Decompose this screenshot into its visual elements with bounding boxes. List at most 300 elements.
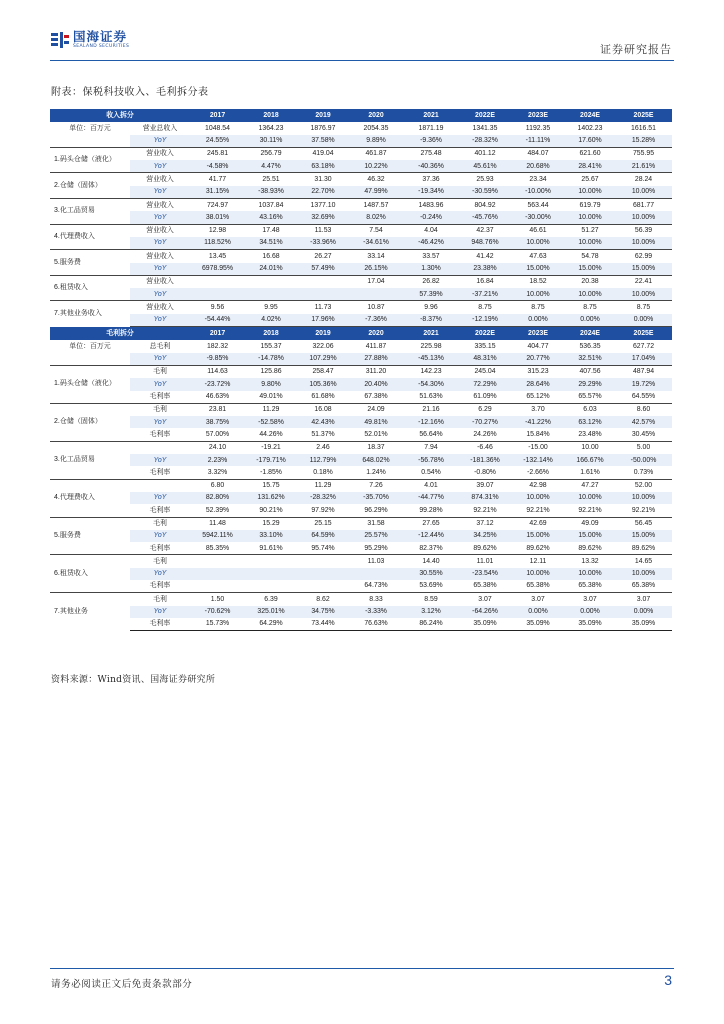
- value-cell: 31.58: [349, 517, 403, 530]
- value-cell: [297, 568, 349, 580]
- table-row: [50, 288, 672, 301]
- value-cell: 15.00%: [615, 530, 672, 542]
- value-cell: 56.45: [615, 517, 672, 530]
- table-row: [50, 580, 672, 593]
- value-cell: 105.36%: [297, 378, 349, 390]
- value-cell: [245, 275, 297, 288]
- logo-en: SEALAND SECURITIES: [73, 44, 130, 49]
- year-header: 2025E: [615, 327, 672, 340]
- value-cell: 3.07: [565, 593, 615, 606]
- segment-name: 3.化工品贸易: [50, 441, 130, 479]
- value-cell: 35.09%: [615, 618, 672, 631]
- value-cell: 1483.96: [403, 199, 459, 212]
- value-cell: 25.15: [297, 517, 349, 530]
- value-cell: 20.40%: [349, 378, 403, 390]
- value-cell: 89.62%: [565, 542, 615, 555]
- metric-label: YoY: [130, 237, 190, 250]
- value-cell: 22.41: [615, 275, 672, 288]
- value-cell: 8.75: [615, 301, 672, 314]
- value-cell: 24.10: [190, 441, 245, 454]
- metric-label: 营业收入: [130, 301, 190, 314]
- total-value: 536.35: [579, 342, 601, 350]
- value-cell: 41.42: [459, 250, 511, 263]
- value-cell: 64.55%: [615, 391, 672, 404]
- value-cell: 16.84: [459, 275, 511, 288]
- value-cell: 24.26%: [459, 428, 511, 441]
- value-cell: 51.27: [565, 224, 615, 237]
- value-cell: -46.42%: [403, 237, 459, 250]
- company-logo: [50, 30, 129, 50]
- value-cell: [297, 275, 349, 288]
- value-cell: 65.12%: [511, 391, 565, 404]
- value-cell: -54.30%: [403, 378, 459, 390]
- value-cell: 57.00%: [190, 428, 245, 441]
- value-cell: 33.10%: [245, 530, 297, 542]
- year-header: 2024E: [565, 109, 615, 122]
- total-value: 1341.35: [472, 124, 498, 132]
- value-cell: 401.12: [459, 147, 511, 160]
- total-yoy-value: 20.77%: [511, 353, 565, 366]
- value-cell: 25.67: [565, 173, 615, 186]
- value-cell: -44.77%: [403, 492, 459, 504]
- value-cell: 10.00%: [565, 237, 615, 250]
- value-cell: 28.41%: [565, 160, 615, 173]
- section-label: 毛利拆分: [50, 327, 190, 340]
- value-cell: 24.01%: [245, 263, 297, 276]
- value-cell: -12.44%: [403, 530, 459, 542]
- segment-name: 5.服务费: [50, 250, 130, 276]
- table-row: [50, 517, 672, 530]
- source-note: 资料来源：Wind资讯、国海证券研究所: [51, 675, 216, 685]
- value-cell: 35.09%: [511, 618, 565, 631]
- table-row: [50, 492, 672, 504]
- segment-name: 5.服务费: [50, 517, 130, 555]
- segment-name: 1.码头仓储（液化）: [50, 147, 130, 173]
- value-cell: 755.95: [615, 147, 672, 160]
- value-cell: 26.27: [297, 250, 349, 263]
- unit-label: 单位：百万元: [69, 342, 111, 350]
- value-cell: -56.78%: [403, 454, 459, 466]
- value-cell: 90.21%: [245, 504, 297, 517]
- value-cell: 73.44%: [297, 618, 349, 631]
- value-cell: 1.50: [190, 593, 245, 606]
- table-row: [50, 454, 672, 466]
- value-cell: -33.96%: [297, 237, 349, 250]
- value-cell: 61.09%: [459, 391, 511, 404]
- total-value: 225.98: [420, 342, 442, 350]
- value-cell: -41.22%: [511, 416, 565, 428]
- value-cell: 13.32: [565, 555, 615, 568]
- table-row: [50, 237, 672, 250]
- value-cell: -7.36%: [349, 314, 403, 327]
- value-cell: 92.21%: [565, 504, 615, 517]
- value-cell: 3.32%: [190, 466, 245, 479]
- value-cell: 10.00%: [615, 568, 672, 580]
- value-cell: 56.39: [615, 224, 672, 237]
- value-cell: 17.96%: [297, 314, 349, 327]
- value-cell: 10.87: [349, 301, 403, 314]
- year-header: 2022E: [459, 109, 511, 122]
- value-cell: [245, 288, 297, 301]
- metric-label: 毛利: [130, 517, 190, 530]
- value-cell: 8.02%: [349, 211, 403, 224]
- value-cell: 82.80%: [190, 492, 245, 504]
- metric-label: [130, 441, 190, 454]
- value-cell: 42.57%: [615, 416, 672, 428]
- metric-label: YoY: [130, 378, 190, 390]
- value-cell: 26.82: [403, 275, 459, 288]
- year-header: 2024E: [565, 327, 615, 340]
- value-cell: 89.62%: [615, 542, 672, 555]
- total-value: 1048.54: [205, 124, 230, 132]
- total-yoy-value: 107.29%: [297, 353, 349, 366]
- value-cell: 20.38: [565, 275, 615, 288]
- value-cell: 65.38%: [565, 580, 615, 593]
- value-cell: 97.92%: [297, 504, 349, 517]
- value-cell: 1.24%: [349, 466, 403, 479]
- year-header: 2019: [297, 109, 349, 122]
- value-cell: 7.26: [349, 479, 403, 492]
- table-row: [50, 263, 672, 276]
- metric-label: 毛利: [130, 555, 190, 568]
- year-header: 2020: [349, 109, 403, 122]
- value-cell: 42.98: [511, 479, 565, 492]
- value-cell: 114.63: [190, 365, 245, 378]
- metric-label: YoY: [130, 454, 190, 466]
- total-value: 627.72: [632, 342, 655, 350]
- income-total-yoy-row: [50, 135, 672, 148]
- value-cell: 19.72%: [615, 378, 672, 390]
- value-cell: 4.02%: [245, 314, 297, 327]
- metric-label: YoY: [130, 314, 190, 327]
- value-cell: 11.48: [190, 517, 245, 530]
- value-cell: 15.75: [245, 479, 297, 492]
- value-cell: 0.00%: [511, 314, 565, 327]
- value-cell: 34.25%: [459, 530, 511, 542]
- value-cell: 407.56: [565, 365, 615, 378]
- value-cell: 14.40: [403, 555, 459, 568]
- value-cell: 10.00%: [565, 492, 615, 504]
- value-cell: 51.63%: [403, 391, 459, 404]
- table-row: [50, 314, 672, 327]
- value-cell: 11.01: [459, 555, 511, 568]
- value-cell: 1037.84: [245, 199, 297, 212]
- value-cell: 63.12%: [565, 416, 615, 428]
- value-cell: 142.23: [403, 365, 459, 378]
- value-cell: 256.79: [245, 147, 297, 160]
- segment-name: 7.其他业务收入: [50, 301, 130, 327]
- value-cell: 21.16: [403, 403, 459, 416]
- value-cell: 10.00%: [565, 211, 615, 224]
- value-cell: 681.77: [615, 199, 672, 212]
- value-cell: 65.38%: [615, 580, 672, 593]
- value-cell: 17.48: [245, 224, 297, 237]
- value-cell: 0.54%: [403, 466, 459, 479]
- value-cell: 4.04: [403, 224, 459, 237]
- value-cell: 64.59%: [297, 530, 349, 542]
- income-header-row: [50, 109, 672, 122]
- value-cell: 16.08: [297, 403, 349, 416]
- value-cell: 33.57: [403, 250, 459, 263]
- value-cell: 5942.11%: [190, 530, 245, 542]
- value-cell: 96.29%: [349, 504, 403, 517]
- value-cell: -35.70%: [349, 492, 403, 504]
- value-cell: 91.61%: [245, 542, 297, 555]
- value-cell: 25.93: [459, 173, 511, 186]
- value-cell: 0.18%: [297, 466, 349, 479]
- value-cell: 1.61%: [565, 466, 615, 479]
- value-cell: 0.00%: [511, 606, 565, 618]
- value-cell: [349, 568, 403, 580]
- value-cell: 72.29%: [459, 378, 511, 390]
- value-cell: 275.48: [403, 147, 459, 160]
- value-cell: 45.61%: [459, 160, 511, 173]
- value-cell: 7.94: [403, 441, 459, 454]
- value-cell: [297, 555, 349, 568]
- table-row: [50, 555, 672, 568]
- value-cell: 15.00%: [511, 263, 565, 276]
- value-cell: 85.35%: [190, 542, 245, 555]
- value-cell: 1377.10: [297, 199, 349, 212]
- value-cell: 14.65: [615, 555, 672, 568]
- value-cell: 10.00%: [511, 237, 565, 250]
- value-cell: [297, 580, 349, 593]
- value-cell: 325.01%: [245, 606, 297, 618]
- metric-label: YoY: [130, 263, 190, 276]
- value-cell: 46.32: [349, 173, 403, 186]
- value-cell: 32.69%: [297, 211, 349, 224]
- total-label: 营业总收入: [142, 124, 178, 132]
- value-cell: 11.73: [297, 301, 349, 314]
- value-cell: 27.65: [403, 517, 459, 530]
- metric-label: 营业收入: [130, 275, 190, 288]
- value-cell: [190, 288, 245, 301]
- value-cell: 53.69%: [403, 580, 459, 593]
- value-cell: 10.00%: [565, 568, 615, 580]
- value-cell: 10.00%: [565, 186, 615, 199]
- segment-name: 4.代理费收入: [50, 479, 130, 517]
- value-cell: -34.61%: [349, 237, 403, 250]
- value-cell: 33.14: [349, 250, 403, 263]
- value-cell: 28.64%: [511, 378, 565, 390]
- table-row: [50, 606, 672, 618]
- value-cell: 51.37%: [297, 428, 349, 441]
- value-cell: 30.55%: [403, 568, 459, 580]
- page-footer: [50, 968, 674, 991]
- total-yoy-value: 9.89%: [349, 135, 403, 148]
- value-cell: 15.00%: [511, 530, 565, 542]
- value-cell: 11.29: [245, 403, 297, 416]
- empty-cell: [50, 135, 130, 148]
- value-cell: 245.81: [190, 147, 245, 160]
- value-cell: 7.54: [349, 224, 403, 237]
- segment-name: 1.码头仓储（液化）: [50, 365, 130, 403]
- value-cell: -3.33%: [349, 606, 403, 618]
- value-cell: 0.73%: [615, 466, 672, 479]
- value-cell: 13.45: [190, 250, 245, 263]
- value-cell: 12.98: [190, 224, 245, 237]
- value-cell: 131.62%: [245, 492, 297, 504]
- value-cell: -6.46: [459, 441, 511, 454]
- value-cell: [245, 568, 297, 580]
- value-cell: 8.59: [403, 593, 459, 606]
- metric-label: 营业收入: [130, 224, 190, 237]
- value-cell: 89.62%: [459, 542, 511, 555]
- year-header: 2019: [297, 327, 349, 340]
- value-cell: -8.37%: [403, 314, 459, 327]
- value-cell: -15.00: [511, 441, 565, 454]
- table-row: [50, 173, 672, 186]
- value-cell: 8.75: [511, 301, 565, 314]
- value-cell: 8.60: [615, 403, 672, 416]
- total-yoy-value: -11.11%: [511, 135, 565, 148]
- metric-label: 营业收入: [130, 173, 190, 186]
- value-cell: 6.39: [245, 593, 297, 606]
- value-cell: 11.53: [297, 224, 349, 237]
- value-cell: -23.54%: [459, 568, 511, 580]
- table-row: [50, 504, 672, 517]
- value-cell: -19.21: [245, 441, 297, 454]
- metric-label: YoY: [130, 186, 190, 199]
- value-cell: 61.68%: [297, 391, 349, 404]
- value-cell: 4.47%: [245, 160, 297, 173]
- value-cell: -52.58%: [245, 416, 297, 428]
- value-cell: 0.00%: [615, 606, 672, 618]
- total-value: 404.77: [527, 342, 549, 350]
- value-cell: 57.39%: [403, 288, 459, 301]
- value-cell: 65.57%: [565, 391, 615, 404]
- value-cell: 10.00%: [615, 237, 672, 250]
- value-cell: -0.24%: [403, 211, 459, 224]
- logo-cn: 国海证券: [73, 29, 128, 44]
- value-cell: -30.59%: [459, 186, 511, 199]
- value-cell: -54.44%: [190, 314, 245, 327]
- year-header: 2018: [245, 327, 297, 340]
- value-cell: 52.00: [615, 479, 672, 492]
- value-cell: 23.48%: [565, 428, 615, 441]
- value-cell: 31.30: [297, 173, 349, 186]
- table-row: [50, 275, 672, 288]
- value-cell: 52.01%: [349, 428, 403, 441]
- value-cell: 30.45%: [615, 428, 672, 441]
- value-cell: [190, 568, 245, 580]
- table-row: [50, 593, 672, 606]
- value-cell: 63.18%: [297, 160, 349, 173]
- value-cell: 35.09%: [459, 618, 511, 631]
- sealand-logo-icon: [50, 30, 70, 50]
- value-cell: 621.60: [565, 147, 615, 160]
- value-cell: 23.38%: [459, 263, 511, 276]
- metric-label: YoY: [130, 416, 190, 428]
- value-cell: 16.68: [245, 250, 297, 263]
- value-cell: 35.09%: [565, 618, 615, 631]
- total-yoy-value: -9.85%: [190, 353, 245, 366]
- metric-label: YoY: [130, 492, 190, 504]
- total-value: 1876.97: [310, 124, 336, 132]
- value-cell: 15.84%: [511, 428, 565, 441]
- value-cell: 8.33: [349, 593, 403, 606]
- value-cell: 86.24%: [403, 618, 459, 631]
- page-number: 3: [664, 972, 672, 988]
- value-cell: [190, 275, 245, 288]
- total-yoy-value: -28.32%: [459, 135, 511, 148]
- metric-label: YoY: [130, 288, 190, 301]
- value-cell: 8.75: [565, 301, 615, 314]
- metric-label: 营业收入: [130, 250, 190, 263]
- value-cell: 95.74%: [297, 542, 349, 555]
- value-cell: -179.71%: [245, 454, 297, 466]
- value-cell: -19.34%: [403, 186, 459, 199]
- year-header: 2021: [403, 109, 459, 122]
- value-cell: 64.73%: [349, 580, 403, 593]
- value-cell: 118.52%: [190, 237, 245, 250]
- value-cell: 4.01: [403, 479, 459, 492]
- value-cell: -70.27%: [459, 416, 511, 428]
- value-cell: 23.81: [190, 403, 245, 416]
- value-cell: 315.23: [511, 365, 565, 378]
- value-cell: 17.04: [349, 275, 403, 288]
- section-label: 收入拆分: [50, 109, 190, 122]
- segment-name: 2.仓储（固体）: [50, 403, 130, 441]
- table-row: [50, 441, 672, 454]
- value-cell: 44.26%: [245, 428, 297, 441]
- value-cell: 43.16%: [245, 211, 297, 224]
- table-row: [50, 542, 672, 555]
- yoy-label: YoY: [130, 135, 190, 148]
- total-yoy-value: 17.60%: [565, 135, 615, 148]
- year-header: 2021: [403, 327, 459, 340]
- value-cell: 10.00%: [615, 186, 672, 199]
- value-cell: 487.94: [615, 365, 672, 378]
- table-row: [50, 199, 672, 212]
- segment-name: 7.其他业务: [50, 593, 130, 631]
- metric-label: 毛利: [130, 403, 190, 416]
- metric-label: YoY: [130, 530, 190, 542]
- value-cell: [297, 288, 349, 301]
- table-row: [50, 403, 672, 416]
- value-cell: 8.75: [459, 301, 511, 314]
- table-row: [50, 160, 672, 173]
- value-cell: 89.62%: [511, 542, 565, 555]
- table-row: [50, 618, 672, 631]
- value-cell: 29.29%: [565, 378, 615, 390]
- total-value: 155.37: [260, 342, 282, 350]
- value-cell: 6.80: [190, 479, 245, 492]
- table-row: [50, 466, 672, 479]
- gross-total-yoy-row: [50, 353, 672, 366]
- value-cell: 8.62: [297, 593, 349, 606]
- value-cell: 648.02%: [349, 454, 403, 466]
- value-cell: 10.00%: [615, 492, 672, 504]
- metric-label: 毛利率: [130, 504, 190, 517]
- table-row: [50, 211, 672, 224]
- value-cell: -40.36%: [403, 160, 459, 173]
- value-cell: 18.52: [511, 275, 565, 288]
- value-cell: 28.24: [615, 173, 672, 186]
- metric-label: YoY: [130, 211, 190, 224]
- year-header: 2022E: [459, 327, 511, 340]
- value-cell: 9.95: [245, 301, 297, 314]
- year-header: 2017: [190, 327, 245, 340]
- value-cell: 47.63: [511, 250, 565, 263]
- value-cell: -50.00%: [615, 454, 672, 466]
- disclaimer-text: 请务必阅读正文后免责条款部分: [51, 979, 193, 990]
- value-cell: 948.76%: [459, 237, 511, 250]
- value-cell: 47.27: [565, 479, 615, 492]
- value-cell: 49.81%: [349, 416, 403, 428]
- value-cell: 42.37: [459, 224, 511, 237]
- table-row: [50, 224, 672, 237]
